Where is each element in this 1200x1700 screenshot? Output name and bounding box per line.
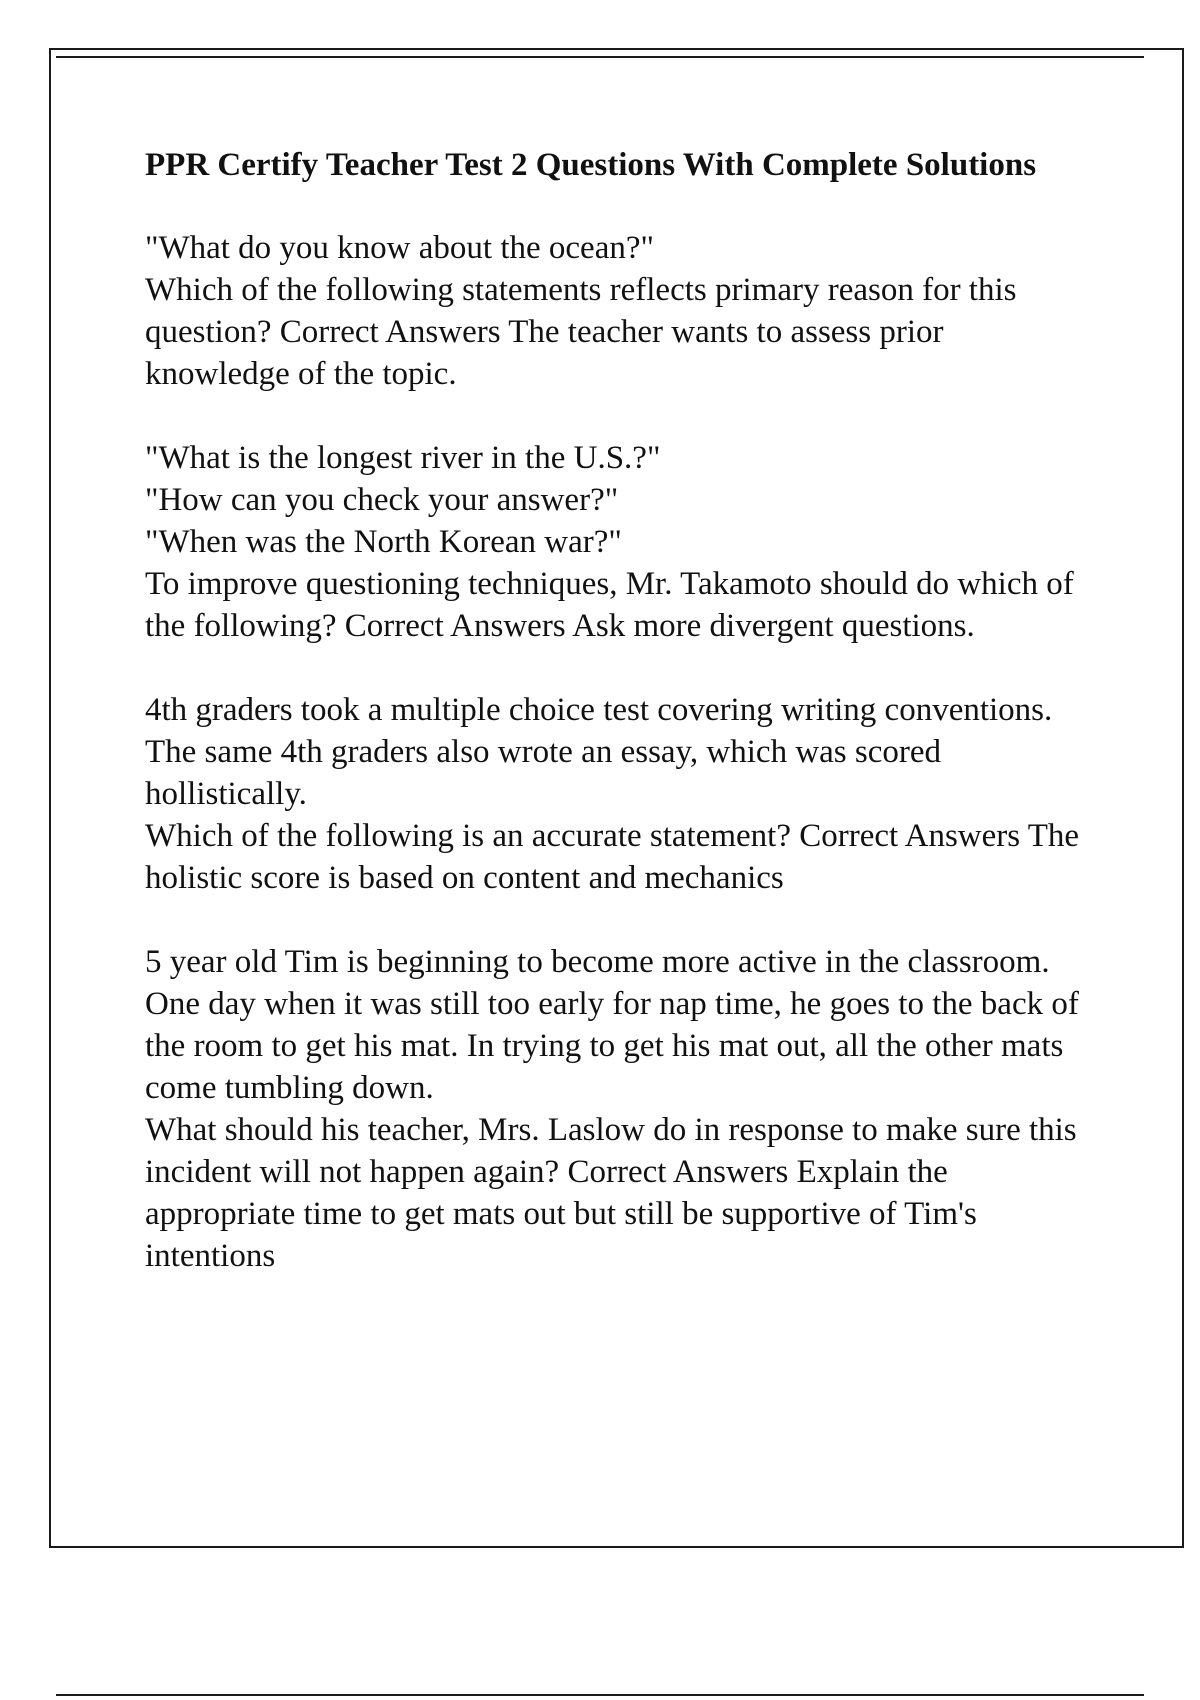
qa-question-answer: Which of the following is an accurate statement? Correct Answers The holistic score is based on content and mechanics	[145, 818, 1080, 896]
qa-prompt-line: "When was the North Korean war?"	[145, 524, 622, 560]
qa-prompt-line: "What is the longest river in the U.S.?"	[145, 440, 661, 476]
qa-item	[145, 227, 1090, 395]
document-title: PPR Certify Teacher Test 2 Questions With Complete Solutions	[145, 147, 1037, 183]
top-rule	[56, 56, 1144, 58]
qa-prompt-line: 4th graders took a multiple choice test covering writing conventions. The same 4th graders also wrote an essay, which was scored hollistically.	[145, 692, 1053, 812]
qa-prompt-line: "What do you know about the ocean?"	[145, 230, 654, 266]
qa-question-answer: To improve questioning techniques, Mr. Takamoto should do which of the following? Correct Answers Ask more divergent questions.	[145, 566, 1074, 644]
document-body	[145, 144, 1090, 1319]
qa-question-answer: What should his teacher, Mrs. Laslow do in response to make sure this incident will not happen again? Correct Answers Explain the appropriate time to get mats out but still be supportive of Tim's intentions	[145, 1112, 1077, 1274]
bottom-rule	[56, 1694, 1144, 1696]
qa-item	[145, 941, 1090, 1277]
qa-question-answer: Which of the following statements reflects primary reason for this question? Correct Answers The teacher wants to assess prior knowledge of the topic.	[145, 272, 1017, 392]
qa-prompt-line: "How can you check your answer?"	[145, 482, 619, 518]
qa-item	[145, 437, 1090, 647]
qa-prompt-line: 5 year old Tim is beginning to become more active in the classroom. One day when it was still too early for nap time, he goes to the back of the room to get his mat. In trying to get his mat out, all the other mats come tumbling down.	[145, 944, 1079, 1106]
qa-item	[145, 689, 1090, 899]
